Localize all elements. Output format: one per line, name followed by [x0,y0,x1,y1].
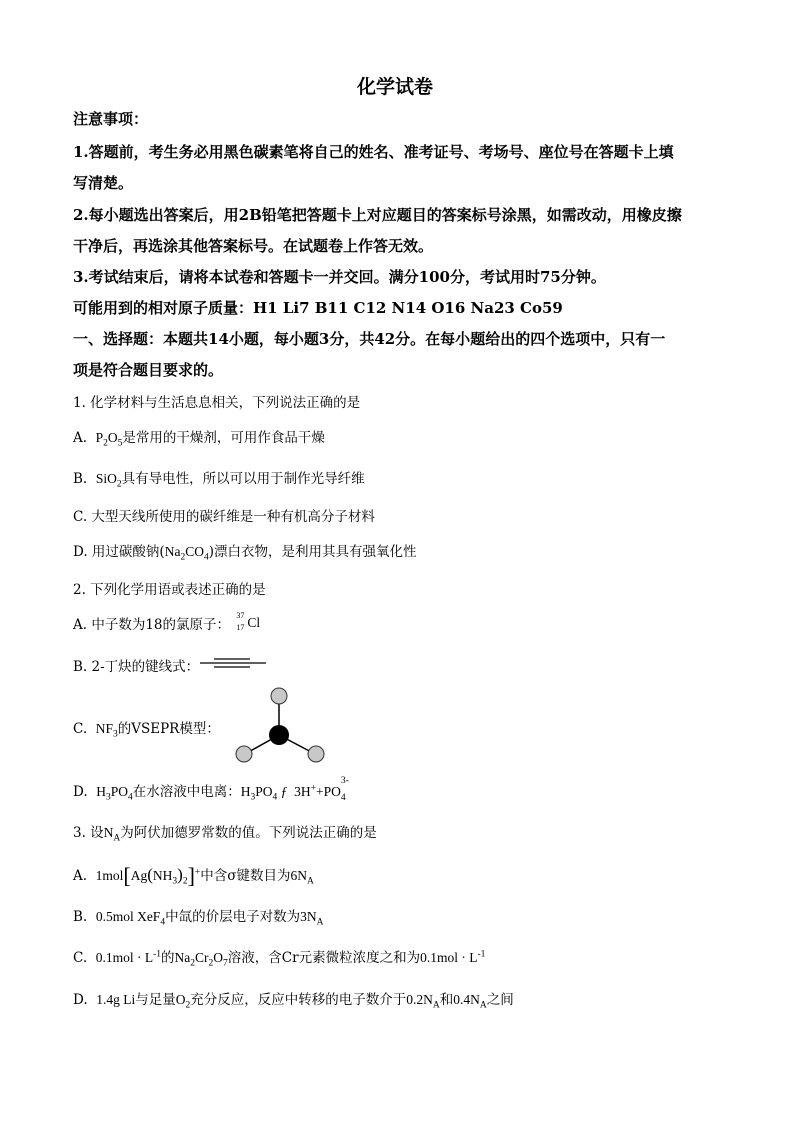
section-1-line-1: 一、选择题：本题共14小题，每小题3分，共42分。在每小题给出的四个选项中，只有一 [73,330,666,348]
q2-a-text: A. 中子数为18的氯原子： [73,617,231,633]
q1-a-label: A. [73,430,88,446]
q2-option-a [73,611,261,635]
q3-d-mass: 1.4g Li [96,992,136,1007]
q3-option-c [73,946,486,969]
q3-d-mid4: 之间 [486,992,514,1008]
vsepr-top-atom [271,688,287,704]
q2-d-formula: $H_3PO_4$ [96,784,133,803]
q2-d-text: 在水溶液中电离： [132,784,241,800]
notice-heading: 注意事项： [73,110,149,128]
section-1-line-2: 项是符合题目要求的。 [73,361,224,379]
q2-c-formula: $NF_3$ [95,721,118,740]
isotope-atomic-number: 17 [236,623,245,632]
q3-d-mid1: 与足量 [135,992,176,1008]
q3-c-value: $0.1mol \cdot L^{-1}$ [420,949,486,965]
q3-a-value: $6N_A$ [290,868,314,887]
q1-d-post: )漂白衣物，是利用其具有强氧化性 [208,544,417,560]
q3-b-value: $3N_A$ [300,909,324,928]
q1-option-d [73,540,417,563]
exam-title: 化学试卷 [357,76,434,98]
q3-stem-pre: 3. 设 [73,825,104,841]
q2-stem: 2. 下列化学用语或表述正确的是 [73,582,266,598]
vsepr-model-diagram [230,684,330,764]
q1-a-text: 是常用的干燥剂，可用作食品干燥 [122,430,325,446]
q3-stem-post: 为阿伏加德罗常数的值。下列说法正确的是 [120,825,377,841]
q3-d-mid2: 充分反应，反应中转移的电子数介于 [190,992,407,1008]
isotope-mass-number: 37 [236,611,245,620]
ionization-arrow: ƒ [280,784,288,799]
vsepr-center-atom [269,725,289,745]
isotope-element: Cl [247,615,261,630]
2-butyne-skeletal-formula [200,657,266,669]
q1-d-formula: $Na_2CO_4$ [164,544,209,563]
q3-option-a [73,863,314,889]
q1-option-a [73,426,325,449]
q1-b-text: 具有导电性，所以可以用于制作光导纤维 [121,471,365,487]
q3-c-mid: 的 [161,950,175,966]
q2-d-label: D. [73,784,88,800]
q3-a-formula: $1mol[Ag(NH_3)_2]^+$ [95,863,201,888]
vsepr-left-atom [236,746,252,762]
q3-d-label: D. [73,992,88,1008]
q2-a-isotope [234,611,261,635]
q1-b-label: B. [73,471,88,487]
q1-b-formula: SiO$_2$ [95,471,122,490]
q3-c-mid2: 溶液，含Cr元素微粒浓度之和为 [227,950,421,966]
q2-d-equation: $H_3PO_4$ ƒ 3H++PO $_{3- 4}$ [240,775,349,803]
q1-d-pre: D. 用过碳酸钠( [73,544,165,560]
notice-item-1-line-1: 1.答题前，考生务必用黑色碳素笔将自己的姓名、准考证号、考场号、座位号在答题卡上填 [73,143,674,161]
q3-option-b [73,905,324,928]
q3-na: $N_A$ [103,825,121,844]
q3-c-label: C. [73,950,88,966]
q3-d-high: $0.4N_A$ [453,992,487,1011]
q3-a-label: A. [73,868,88,884]
q3-b-mid: 中氙的价层电子对数为 [165,909,301,925]
q3-d-oxygen: $O_2$ [175,992,191,1011]
vsepr-right-atom [308,746,324,762]
q2-c-text: 的VSEPR模型： [117,721,220,737]
q3-d-mid3: 和 [439,992,454,1008]
atomic-masses: 可能用到的相对原子质量：H1 Li7 B11 C12 N14 O16 Na23 Co59 [73,299,563,317]
q3-c-formula: $Na_2Cr_2O_7$ [174,950,228,969]
q1-option-b [73,467,365,490]
q3-c-conc: $0.1mol \cdot L^{-1}$ [95,949,162,965]
q3-d-low: $0.2N_A$ [406,992,440,1011]
q3-option-d [73,988,514,1011]
q2-option-d [73,775,349,803]
q2-option-c [73,717,220,740]
q3-b-formula: 0.5mol XeF$_4$ [95,909,166,928]
q3-a-mid: 中含σ键数目为 [200,868,291,884]
q2-c-label: C. [73,721,88,737]
notice-item-2-line-2: 干净后，再选涂其他答案标号。在试题卷上作答无效。 [73,237,434,255]
q1-a-formula: $P_2O_5$ [95,430,123,449]
notice-item-2-line-1: 2.每小题选出答案后，用2B铅笔把答题卡上对应题目的答案标号涂黑，如需改动，用橡皮擦 [73,206,682,224]
notice-item-1-line-2: 写清楚。 [73,174,134,192]
q3-b-label: B. [73,909,88,925]
notice-item-3: 3.考试结束后，请将本试卷和答题卡一并交回。满分100分，考试用时75分钟。 [73,268,606,286]
q2-option-b: B. 2-丁炔的键线式： [73,659,200,675]
q1-option-c: C. 大型天线所使用的碳纤维是一种有机高分子材料 [73,509,375,525]
q1-stem: 1. 化学材料与生活息息相关，下列说法正确的是 [73,395,361,411]
q3-stem [73,821,377,844]
